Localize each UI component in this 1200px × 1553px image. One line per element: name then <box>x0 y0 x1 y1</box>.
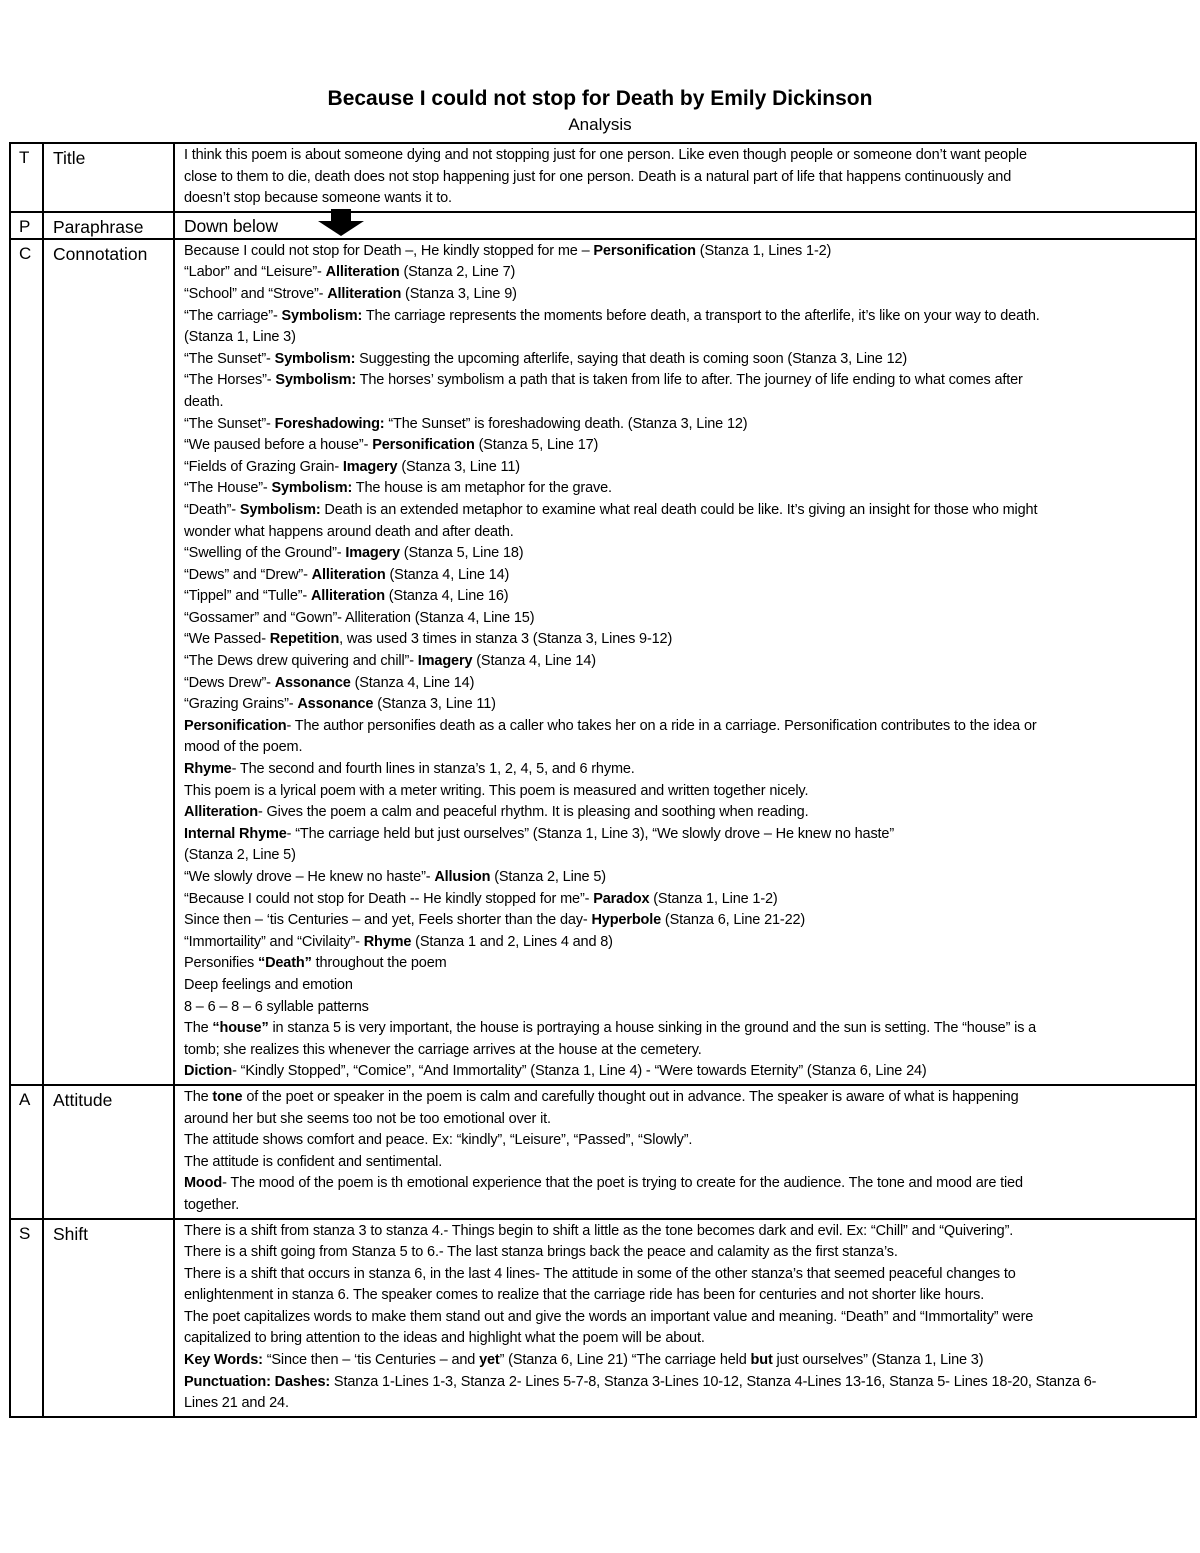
content-line <box>184 781 1189 803</box>
text-run: There is a shift going from Stanza 5 to 6.- The last stanza brings back the peace and calamity as the first stanza’s. <box>184 1244 898 1261</box>
row-letter: P <box>10 212 43 239</box>
bold-term: Symbolism: <box>274 350 356 367</box>
content-line <box>184 1040 1189 1062</box>
row-content <box>174 239 1196 1085</box>
content-line <box>184 651 1189 673</box>
content-line <box>184 1109 1189 1131</box>
content-line <box>184 188 1189 210</box>
bold-term: Alliteration <box>311 566 386 583</box>
content-line <box>184 1221 1189 1243</box>
text-run: “We paused before a house”- <box>184 437 373 454</box>
row-content <box>174 1085 1196 1219</box>
text-run: The horses’ symbolism a path that is taken from life to after. The journey of life ending to what comes after <box>356 372 1023 389</box>
content-line <box>184 802 1189 824</box>
content-line <box>184 1173 1189 1195</box>
text-run: “The Dews drew quivering and chill”- <box>184 653 418 670</box>
bold-term: Imagery <box>417 653 473 670</box>
content-line <box>184 1061 1189 1083</box>
text-run: The attitude is confident and sentimental. <box>184 1153 443 1170</box>
text-run: There is a shift that occurs in stanza 6, in the last 4 lines- The attitude in some of the other stanza’s that seemed peaceful changes to <box>184 1265 1016 1282</box>
text-run: “We slowly drove – He knew no haste”- <box>184 869 435 885</box>
text-run: in stanza 5 is very important, the house is portraying a house sinking in the ground and the sun is setting. The “house” is a <box>268 1020 1037 1037</box>
content-line <box>184 1152 1189 1174</box>
text-run: (Stanza 3, Line 11) <box>373 696 496 713</box>
row-label: Shift <box>43 1219 174 1417</box>
text-run: close to them to die, death does not stop happening just for one person. Death is a natural part of life that happens continuously and <box>184 168 1012 185</box>
text-run: “Immortaility” and “Civilaity”- <box>184 933 364 950</box>
bold-term: Alliteration <box>325 264 400 281</box>
text-run: “The Horses”- <box>184 372 276 389</box>
text-run: Personifies <box>184 955 258 972</box>
text-run: The <box>184 1020 213 1037</box>
bold-term: but <box>750 1352 773 1369</box>
content-line <box>184 522 1189 544</box>
content-line <box>184 145 1189 167</box>
row-letter: C <box>10 239 43 1085</box>
content-line <box>184 392 1189 414</box>
content-line <box>184 586 1189 608</box>
text-run: “Death”- <box>184 501 240 518</box>
content-line <box>184 629 1189 651</box>
bold-term: Assonance <box>297 696 374 713</box>
text-run: This poem is a lyrical poem with a meter writing. This poem is measured and written together nicely. <box>184 782 809 799</box>
text-run: The <box>184 1088 213 1105</box>
text-run: “The Sunset” is foreshadowing death. (Stanza 3, Line 12) <box>384 415 748 432</box>
content-line <box>184 1307 1189 1329</box>
content-line <box>184 716 1189 738</box>
text-run: - Gives the poem a calm and peaceful rhythm. It is pleasing and soothing when reading. <box>257 804 809 821</box>
text-run: The house is am metaphor for the grave. <box>352 480 612 497</box>
text-run: - The author personifies death as a caller who takes her on a ride in a carriage. Personification contributes to the idea or <box>286 717 1037 734</box>
bold-term: Symbolism: <box>281 307 363 324</box>
text-run: (Stanza 2, Line 7) <box>399 264 516 281</box>
text-run: “Swelling of the Ground”- <box>184 545 346 562</box>
text-run: “Because I could not stop for Death -- He kindly stopped for me”- <box>184 890 594 907</box>
content-line <box>184 306 1189 328</box>
content-line <box>184 500 1189 522</box>
text-run: - “The carriage held but just ourselves” (Stanza 1, Line 3), “We slowly drove – He knew no haste” <box>286 825 895 842</box>
row-content <box>174 143 1196 212</box>
content-line <box>184 867 1189 889</box>
bold-term: Mood <box>184 1175 223 1192</box>
content-line <box>184 565 1189 587</box>
document-subtitle: Analysis <box>568 115 632 134</box>
bold-term: Repetition <box>269 631 340 648</box>
bold-term: tone <box>212 1088 243 1105</box>
text-run: together. <box>184 1196 240 1213</box>
bold-term: Alliteration <box>310 588 385 605</box>
tpcast-row-attitude <box>10 1085 1196 1219</box>
document-title: Because I could not stop for Death by Emily Dickinson <box>327 87 873 110</box>
row-label: Title <box>43 143 174 212</box>
tpcast-row-paraphrase <box>10 212 1196 239</box>
row-label: Connotation <box>43 239 174 1085</box>
text-run: (Stanza 4, Line 16) <box>384 588 509 605</box>
text-run: mood of the poem. <box>184 739 303 756</box>
bold-term: Imagery <box>342 458 398 475</box>
content-line <box>184 975 1189 997</box>
content-line <box>184 737 1189 759</box>
text-run: “The House”- <box>184 480 272 497</box>
bold-term: Internal Rhyme <box>184 825 287 842</box>
text-run: around her but she seems too not be too emotional over it. <box>184 1110 551 1127</box>
bold-term: Symbolism: <box>275 372 357 389</box>
bold-term: Alliteration <box>184 804 258 821</box>
text-run: “Gossamer” and “Gown”- Alliteration (Stanza 4, Line 15) <box>184 609 535 626</box>
text-run: - The mood of the poem is th emotional experience that the poet is trying to create for the audience. The tone and mood are tied <box>222 1175 1023 1192</box>
content-line <box>184 845 1189 867</box>
row-letter: A <box>10 1085 43 1219</box>
row-label: Attitude <box>43 1085 174 1219</box>
text-run: wonder what happens around death and after death. <box>184 523 514 540</box>
tpcast-row-connotation <box>10 239 1196 1085</box>
content-line <box>184 478 1189 500</box>
text-run: The poet capitalizes words to make them stand out and give the words an important value and meaning. “Death” and “Immortality” were <box>184 1308 1034 1325</box>
content-line <box>184 167 1189 189</box>
text-run: Suggesting the upcoming afterlife, saying that death is coming soon (Stanza 3, Line 12) <box>355 350 908 367</box>
text-run: I think this poem is about someone dying and not stopping just for one person. Like even though people or someone don’t want people <box>184 147 1027 163</box>
content-line <box>184 241 1189 263</box>
text-run: (Stanza 1 and 2, Lines 4 and 8) <box>411 933 613 950</box>
text-run: Since then – ‘tis Centuries – and yet, Feels shorter than the day- <box>184 912 592 929</box>
content-line <box>184 1018 1189 1040</box>
tpcast-row-title <box>10 143 1196 212</box>
content-line <box>184 543 1189 565</box>
bold-term: Allusion <box>434 869 491 885</box>
content-line <box>184 910 1189 932</box>
content-line <box>184 1350 1189 1372</box>
content-line <box>184 1328 1189 1350</box>
content-line <box>184 953 1189 975</box>
content-line <box>184 608 1189 630</box>
content-line <box>184 457 1189 479</box>
text-run: “Dews Drew”- <box>184 674 275 691</box>
bold-term: Key Words: <box>184 1352 263 1369</box>
bold-term: Paradox <box>593 890 650 907</box>
text-run: (Stanza 4, Line 14) <box>472 653 596 670</box>
text-run: just ourselves” (Stanza 1, Line 3) <box>772 1352 984 1369</box>
text-run: “Since then – ‘tis Centuries – and <box>262 1352 480 1369</box>
text-run: “Grazing Grains”- <box>184 696 298 713</box>
bold-term: Symbolism: <box>239 501 321 518</box>
content-line <box>184 932 1189 954</box>
text-run: The carriage represents the moments before death, a transport to the afterlife, it’s like on your way to death. <box>362 307 1040 324</box>
text-run: (Stanza 4, Line 14) <box>385 566 510 583</box>
text-run: of the poet or speaker in the poem is calm and carefully thought out in advance. The speaker is aware of what is happening <box>242 1088 1019 1105</box>
text-run: “We Passed- <box>184 631 270 648</box>
bold-term: Imagery <box>345 545 400 562</box>
row-content <box>174 1219 1196 1417</box>
content-line <box>184 327 1189 349</box>
text-run: “The carriage”- <box>184 307 282 324</box>
text-run: capitalized to bring attention to the ideas and highlight what the poem will be about. <box>184 1330 705 1347</box>
bold-term: Alliteration <box>327 285 402 302</box>
text-run: “School” and “Strove”- <box>184 285 328 302</box>
content-line <box>184 1130 1189 1152</box>
text-run: “The Sunset”- <box>184 350 275 367</box>
text-run: ” (Stanza 6, Line 21) “The carriage held <box>499 1352 751 1369</box>
content-line <box>184 694 1189 716</box>
text-run: (Stanza 2, Line 5) <box>490 869 606 885</box>
text-run: Stanza 1-Lines 1-3, Stanza 2- Lines 5-7-8, Stanza 3-Lines 10-12, Stanza 4-Lines 13-16, Stanza 5- Lines 18-20, Stanza 6- <box>330 1373 1097 1390</box>
bold-term: Symbolism: <box>271 480 353 497</box>
text-run: There is a shift from stanza 3 to stanza 4.- Things begin to shift a little as the tone becomes dark and evil. Ex: “Chill” and “Quivering”. <box>184 1222 1014 1239</box>
row-label: Paraphrase <box>43 212 174 239</box>
text-run: - The second and fourth lines in stanza’s 1, 2, 4, 5, and 6 rhyme. <box>231 761 635 778</box>
bold-term: Rhyme <box>184 761 232 778</box>
content-line <box>184 824 1189 846</box>
bold-term: Personification <box>184 717 287 734</box>
text-run: (Stanza 3, Line 11) <box>397 458 520 475</box>
text-run: - “Kindly Stopped”, “Comice”, “And Immortality” (Stanza 1, Line 4) - “Were towards Eternity” (Stanza 6, Line 24) <box>232 1063 927 1080</box>
text-run: (Stanza 1, Line 3) <box>184 329 296 346</box>
tpcast-table <box>9 142 1197 1418</box>
content-line <box>184 997 1189 1019</box>
content-line <box>184 1195 1189 1217</box>
text-run: Deep feelings and emotion <box>184 976 353 993</box>
bold-term: Diction <box>184 1063 233 1080</box>
bold-term: Rhyme <box>363 933 412 950</box>
text-run: tomb; she realizes this whenever the carriage arrives at the house at the cemetery. <box>184 1041 702 1058</box>
text-run: “Labor” and “Leisure”- <box>184 264 326 281</box>
content-line <box>184 889 1189 911</box>
text-run: (Stanza 1, Line 1-2) <box>649 890 778 907</box>
content-line <box>184 349 1189 371</box>
text-run: Lines 21 and 24. <box>184 1395 289 1412</box>
content-line <box>184 284 1189 306</box>
text-run: Death is an extended metaphor to examine what real death could be like. It’s giving an insight for those who might <box>320 501 1038 518</box>
text-run: , was used 3 times in stanza 3 (Stanza 3, Lines 9-12) <box>339 631 673 648</box>
text-run: (Stanza 6, Line 21-22) <box>661 912 806 929</box>
content-line <box>184 435 1189 457</box>
text-run: death. <box>184 393 224 410</box>
text-run: “The Sunset”- <box>184 415 275 432</box>
content-line <box>184 1393 1189 1415</box>
bold-term: Foreshadowing: <box>274 415 385 432</box>
content-line <box>184 1264 1189 1286</box>
text-run: (Stanza 1, Lines 1-2) <box>695 242 832 259</box>
text-run: doesn’t stop because someone wants it to. <box>184 190 452 207</box>
text-run: “Tippel” and “Tulle”- <box>184 588 311 605</box>
text-run: (Stanza 2, Line 5) <box>184 847 296 864</box>
text-run: (Stanza 5, Line 18) <box>399 545 524 562</box>
text-run: (Stanza 3, Line 9) <box>401 285 517 302</box>
bold-term: Assonance <box>274 674 351 691</box>
text-run: (Stanza 5, Line 17) <box>474 437 599 454</box>
text-run: “Fields of Grazing Grain- <box>184 458 343 475</box>
content-line <box>184 370 1189 392</box>
down-arrow-icon <box>318 209 364 236</box>
bold-term: Personification <box>593 242 696 259</box>
content-line <box>184 673 1189 695</box>
row-letter: S <box>10 1219 43 1417</box>
bold-term: “Death” <box>257 955 312 972</box>
content-line <box>184 1242 1189 1264</box>
bold-term: Punctuation: Dashes: <box>184 1373 331 1390</box>
text-run: throughout the poem <box>311 955 447 972</box>
bold-term: yet <box>479 1352 500 1369</box>
content-line <box>184 1285 1189 1307</box>
text-run: “Dews” and “Drew”- <box>184 566 312 583</box>
content-line <box>184 1372 1189 1394</box>
text-run: 8 – 6 – 8 – 6 syllable patterns <box>184 998 369 1015</box>
bold-term: “house” <box>212 1020 269 1037</box>
content-line <box>184 262 1189 284</box>
content-line <box>184 759 1189 781</box>
tpcast-row-shift <box>10 1219 1196 1417</box>
text-run: The attitude shows comfort and peace. Ex: “kindly”, “Leisure”, “Passed”, “Slowly”. <box>184 1132 693 1149</box>
content-line <box>184 1087 1189 1109</box>
bold-term: Hyperbole <box>591 912 662 929</box>
text-run: enlightenment in stanza 6. The speaker comes to realize that the carriage ride has been for centuries and not shorter like hours. <box>184 1287 985 1304</box>
bold-term: Personification <box>372 437 475 454</box>
text-run: (Stanza 4, Line 14) <box>350 674 475 691</box>
content-line <box>184 414 1189 436</box>
text-run: Down below <box>184 215 278 236</box>
row-letter: T <box>10 143 43 212</box>
text-run: Because I could not stop for Death –, He kindly stopped for me – <box>184 242 594 259</box>
